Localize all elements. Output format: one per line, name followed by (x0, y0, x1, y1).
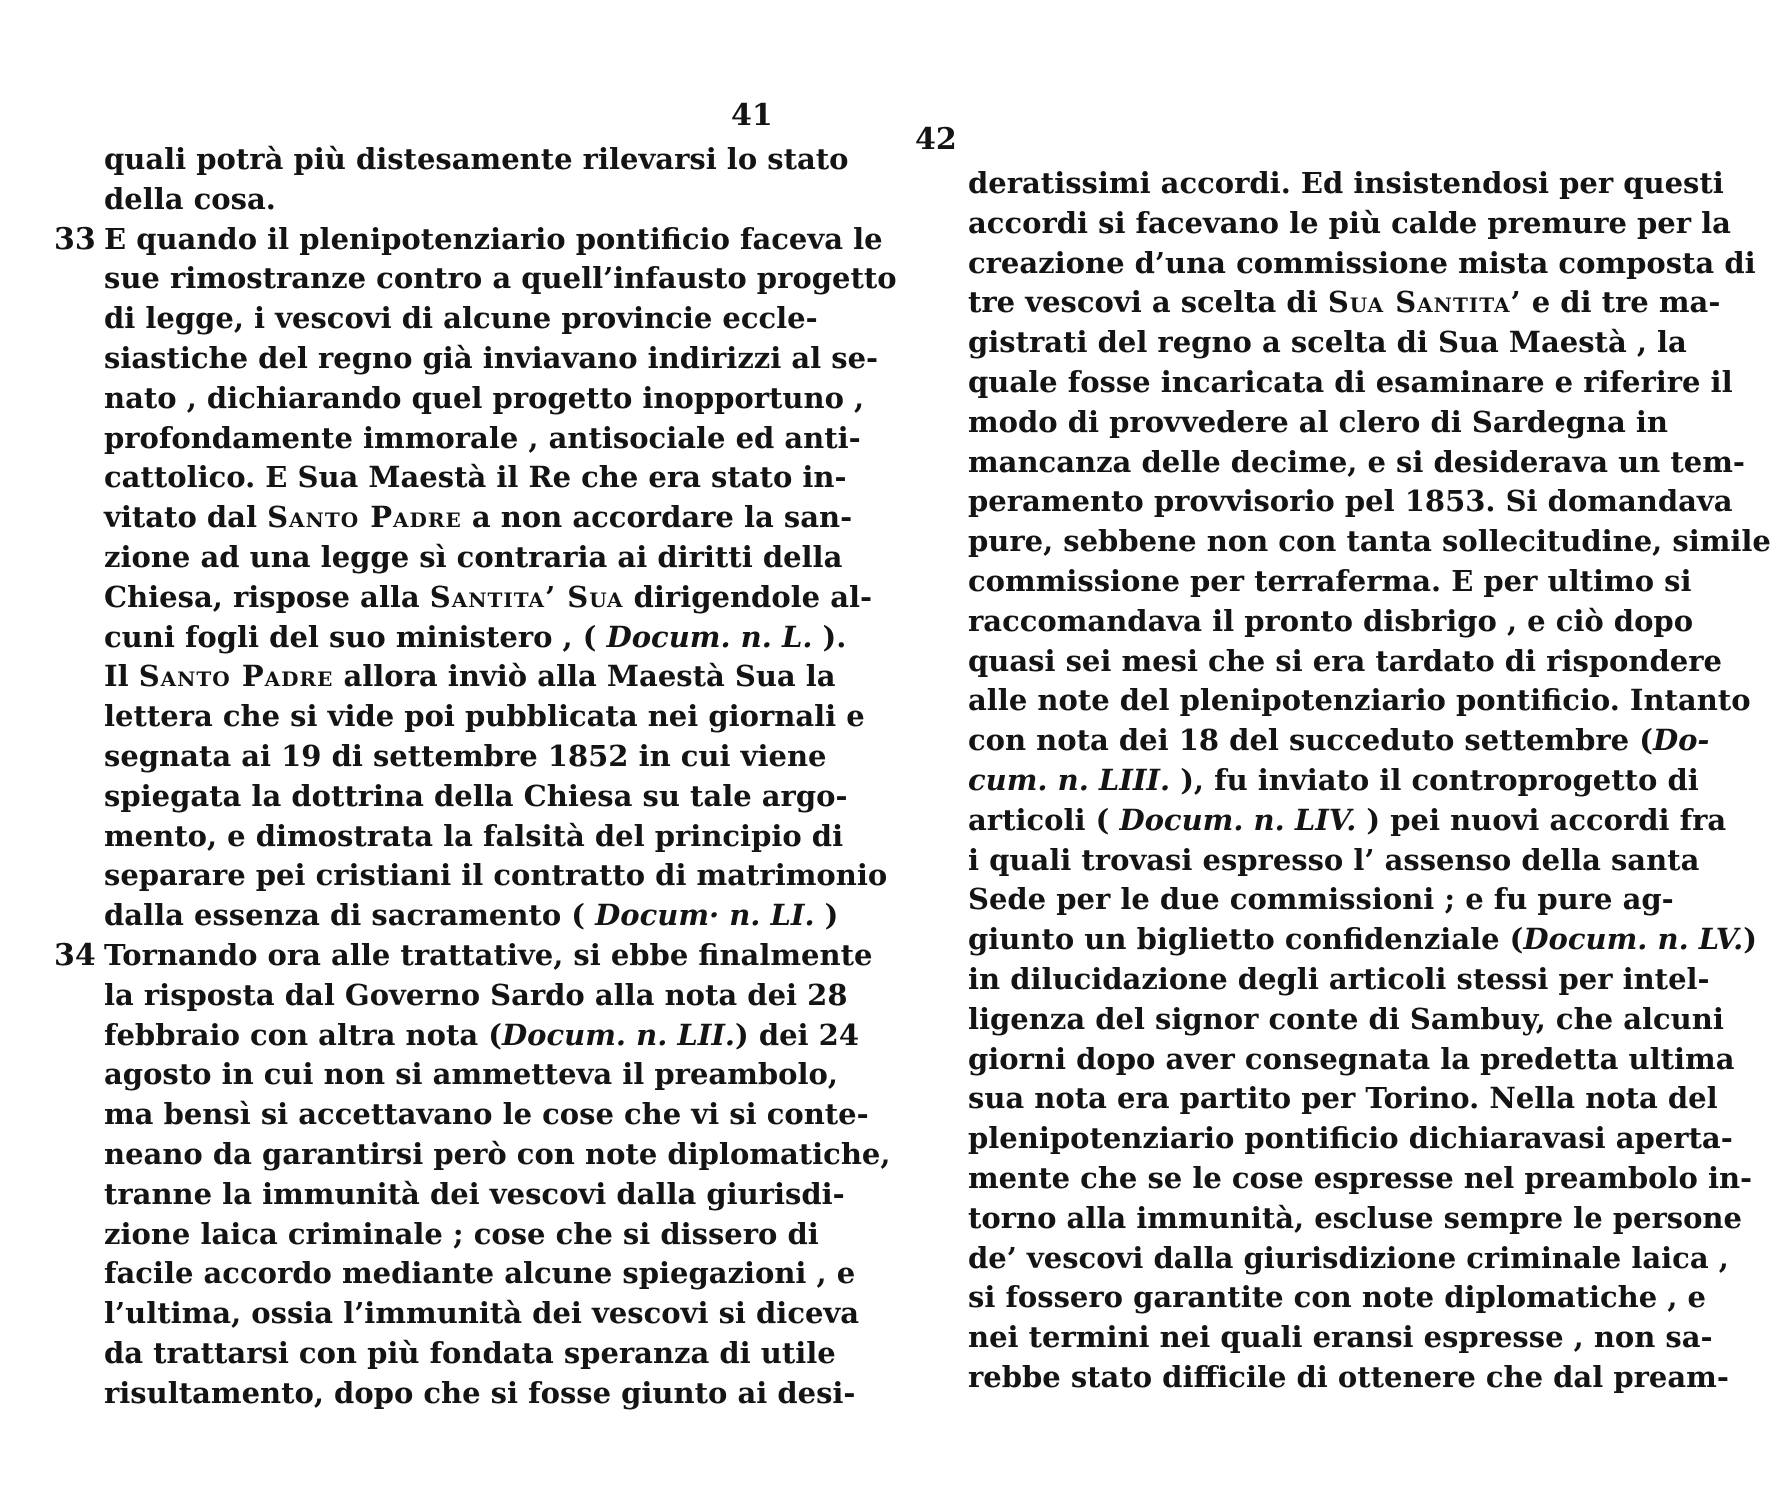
text-line (54, 936, 873, 976)
text-segment: agosto in cui non si ammetteva il preambolo, (104, 1057, 838, 1092)
text-line (968, 443, 1745, 483)
text-segment: dalla essenza di sacramento ( (104, 898, 596, 933)
text-line (104, 856, 888, 896)
text-line (104, 1135, 891, 1175)
text-segment: l’ultima, ossia l’immunità dei vescovi si diceva (104, 1296, 860, 1331)
document-reference: Do- (1652, 723, 1710, 758)
text-segment: allora inviò alla Maestà Sua la (333, 659, 836, 694)
text-line (968, 1159, 1753, 1199)
text-segment: della cosa. (104, 181, 276, 216)
text-segment: mancanza delle decime, e si desiderava un tem- (968, 444, 1745, 479)
text-segment: Il (104, 659, 139, 694)
text-segment: zione ad una legge sì contraria ai diritti della (104, 539, 843, 574)
left-page-number: 41 (731, 98, 773, 133)
document-reference: cum. n. LIII. (968, 762, 1171, 797)
text-line (104, 817, 844, 857)
text-line (968, 642, 1722, 682)
text-segment: nei termini nei quali eransi espresse , non sa- (968, 1320, 1713, 1355)
document-reference: Docum· n. LI. (595, 898, 815, 933)
text-segment: di legge, i vescovi di alcune provincie eccle- (104, 301, 818, 336)
text-segment: gistrati del regno a scelta di Sua Maestà , la (968, 325, 1687, 360)
text-line (968, 1318, 1713, 1358)
text-segment: articoli ( (968, 802, 1120, 837)
text-line (968, 920, 1757, 960)
right-page (849, 0, 1771, 1500)
text-line (104, 180, 796, 220)
text-segment: ). (812, 619, 847, 654)
text-segment: ma bensì si accettavano le cose che vi si conte- (104, 1097, 869, 1132)
text-line (968, 363, 1733, 403)
text-segment: Chiesa, rispose alla (104, 579, 430, 614)
text-segment: sue rimostranze contro a quell’infausto progetto (104, 261, 897, 296)
text-segment: separare pei cristiani il contratto di matrimonio (104, 858, 888, 893)
text-line (104, 1215, 819, 1255)
small-caps-title: Santita’ Sua (429, 579, 624, 614)
text-line (968, 403, 1668, 443)
text-segment: mente che se le cose espresse nel preambolo in- (968, 1160, 1753, 1195)
text-line (968, 761, 1699, 801)
text-segment: E quando il plenipotenziario pontificio faceva le (104, 221, 883, 256)
text-segment: i quali trovasi espresso l’ assenso della santa (968, 842, 1700, 877)
paragraph-number: 33 (54, 221, 96, 257)
text-segment: segnata ai 19 di settembre 1852 in cui viene (104, 738, 827, 773)
text-segment: si fossero garantite con note diplomatiche , e (968, 1280, 1706, 1315)
text-line (104, 140, 849, 180)
text-line (968, 1079, 1718, 1119)
text-segment: con nota dei 18 del succeduto settembre ( (968, 723, 1653, 758)
small-caps-title: Sua Santita’ (1327, 285, 1522, 320)
document-reference: Docum. n. L. (606, 619, 813, 654)
text-line (104, 498, 853, 538)
text-line (968, 164, 1724, 204)
text-line (104, 697, 865, 737)
document-reference: Docum. n. LII. (502, 1017, 736, 1052)
text-segment: quali potrà più distesamente rilevarsi lo stato (104, 142, 849, 176)
text-line (104, 1254, 856, 1294)
text-segment: siastiche del regno già inviavano indirizzi al se- (104, 340, 879, 375)
text-line (104, 1334, 836, 1374)
text-line (104, 578, 873, 618)
text-line (104, 976, 848, 1016)
text-line (104, 419, 861, 459)
text-line (104, 379, 865, 419)
paragraph-number: 34 (54, 937, 96, 973)
text-segment: deratissimi accordi. Ed insistendosi per questi (968, 166, 1724, 200)
text-line (968, 1239, 1729, 1279)
text-line (968, 801, 1727, 841)
text-line (968, 1000, 1724, 1040)
text-line (104, 737, 827, 777)
text-line (104, 299, 818, 339)
text-line (968, 562, 1692, 602)
text-segment: Tornando ora alle trattative, si ebbe finalmente (104, 937, 873, 972)
text-line (54, 220, 883, 260)
text-segment: vitato dal (104, 500, 268, 535)
text-segment: profondamente immorale , antisociale ed anti- (104, 420, 861, 455)
text-segment: alle note del plenipotenziario pontificio. Intanto (968, 683, 1751, 718)
text-segment: creazione d’una commissione mista composta di (968, 245, 1756, 280)
text-segment: giunto un biglietto confidenziale ( (968, 922, 1524, 957)
text-line (104, 339, 879, 379)
right-page-text (968, 164, 1771, 1398)
document-reference: Docum. n. LV. (1523, 922, 1744, 957)
text-segment: sua nota era partito per Torino. Nella nota del (968, 1081, 1718, 1116)
text-line (968, 283, 1721, 323)
text-segment: in dilucidazione degli articoli stessi per intel- (968, 961, 1710, 996)
text-segment: ), fu inviato il controprogetto di (1170, 762, 1699, 797)
text-line (104, 538, 843, 578)
text-line (968, 1199, 1742, 1239)
text-segment: plenipotenziario pontificio dichiaravasi aperta- (968, 1121, 1733, 1156)
text-line (968, 323, 1687, 363)
text-line (104, 458, 847, 498)
text-segment: ) (1743, 922, 1757, 957)
text-segment: accordi si facevano le più calde premure per la (968, 205, 1731, 240)
text-line (104, 777, 848, 817)
text-line (104, 1095, 869, 1135)
text-line (968, 244, 1756, 284)
text-line (968, 841, 1700, 881)
text-line (968, 681, 1751, 721)
text-segment: mento, e dimostrata la falsità del principio di (104, 818, 844, 853)
text-segment: torno alla immunità, escluse sempre le persone (968, 1200, 1742, 1235)
text-segment: risultamento, dopo che si fosse giunto ai desi- (104, 1375, 856, 1410)
text-segment: quale fosse incaricata di esaminare e riferire il (968, 364, 1733, 399)
text-segment: peramento provvisorio pel 1853. Si domandava (968, 484, 1733, 519)
text-segment: zione laica criminale ; cose che si dissero di (104, 1216, 819, 1251)
text-segment: Sede per le due commissioni ; e fu pure ag- (968, 882, 1674, 917)
text-line (968, 522, 1771, 562)
text-segment: cattolico. E Sua Maestà il Re che era stato in- (104, 460, 847, 495)
text-segment: quasi sei mesi che si era tardato di rispondere (968, 643, 1722, 678)
text-line (968, 1119, 1733, 1159)
text-segment: febbraio con altra nota ( (104, 1017, 502, 1052)
text-line (968, 204, 1731, 244)
text-line (104, 657, 836, 697)
text-segment: neano da garantirsi però con note diplomatiche, (104, 1136, 891, 1171)
text-line (104, 1175, 845, 1215)
text-segment: pure, sebbene non con tanta sollecitudine, simile (968, 524, 1771, 559)
text-segment: lettera che si vide poi pubblicata nei giornali e (104, 699, 865, 734)
text-line (968, 482, 1733, 522)
text-segment: rebbe stato difficile di ottenere che dal pream- (968, 1359, 1729, 1394)
text-segment: cuni fogli del suo ministero , ( (104, 619, 607, 654)
right-page-number: 42 (915, 122, 957, 157)
text-segment: ) (814, 898, 839, 933)
text-line (104, 1294, 860, 1334)
text-line (968, 880, 1674, 920)
text-segment: la risposta dal Governo Sardo alla nota dei 28 (104, 977, 848, 1012)
text-segment: da trattarsi con più fondata speranza di utile (104, 1335, 836, 1370)
text-segment: modo di provvedere al clero di Sardegna in (968, 404, 1668, 439)
document-reference: Docum. n. LIV. (1119, 802, 1357, 837)
small-caps-title: Santo Padre (267, 500, 462, 535)
text-segment: tre vescovi a scelta di (968, 285, 1328, 320)
text-line (104, 259, 897, 299)
text-line (968, 1278, 1706, 1318)
text-segment: spiegata la dottrina della Chiesa su tale argo- (104, 778, 848, 813)
text-segment: a non accordare la san- (461, 500, 853, 535)
text-segment: dirigendole al- (623, 579, 873, 614)
text-line (104, 1055, 838, 1095)
text-line (968, 960, 1710, 1000)
text-segment: ligenza del signor conte di Sambuy, che alcuni (968, 1001, 1724, 1036)
text-line (968, 602, 1694, 642)
text-segment: tranne la immunità dei vescovi dalla giurisdi- (104, 1176, 845, 1211)
text-line (968, 1040, 1735, 1080)
text-segment: nato , dichiarando quel progetto inopportuno , (104, 380, 865, 415)
text-line (968, 721, 1710, 761)
text-segment: facile accordo mediante alcune spiegazioni , e (104, 1256, 856, 1291)
text-segment: ) dei 24 (735, 1017, 860, 1052)
text-line (968, 1358, 1729, 1398)
left-page-text (54, 140, 897, 1414)
text-line (104, 1374, 856, 1414)
text-line (104, 1016, 860, 1056)
text-line (104, 618, 847, 658)
text-segment: raccomandava il pronto disbrigo , e ciò dopo (968, 603, 1694, 638)
text-segment: giorni dopo aver consegnata la predetta ultima (968, 1041, 1735, 1076)
text-segment: e di tre ma- (1521, 285, 1721, 320)
small-caps-title: Santo Padre (138, 659, 334, 694)
text-segment: de’ vescovi dalla giurisdizione criminale laica , (968, 1240, 1729, 1275)
text-segment: commissione per terraferma. E per ultimo si (968, 563, 1692, 598)
text-segment: ) pei nuovi accordi fra (1356, 802, 1727, 837)
text-line (104, 896, 839, 936)
